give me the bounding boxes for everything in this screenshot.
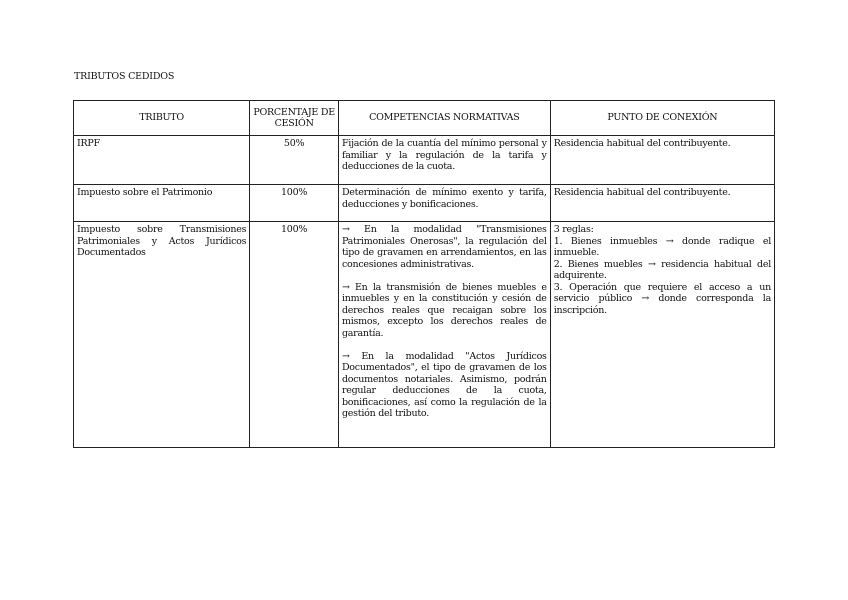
cell-punto-conexion: Residencia habitual del contribuyente. [550,185,774,222]
table-row-irpf [74,136,775,185]
header-competencias: COMPETENCIAS NORMATIVAS [338,101,550,136]
cell-porcentaje: 100% [250,185,339,222]
cell-competencias [338,222,550,448]
cell-competencias: Determinación de mínimo exento y tarifa, deducciones y bonificaciones. [338,185,550,222]
header-tributo: TRIBUTO [74,101,250,136]
cell-tributo: IRPF [74,136,250,185]
competencia-paragraph: → En la transmisión de bienes muebles e inmuebles y en la constitución y cesión de derechos reales que recaigan sobre los mismos, excepto los derechos reales de garantía. [341,281,547,339]
header-punto-conexion: PUNTO DE CONEXIÓN [550,101,774,136]
competencia-paragraph: → En la modalidad "Actos Jurídicos Documentados", el tipo de gravamen de los documentos notariales. Asimismo, podrán regular deducciones de la cuota, bonificaciones, así como la regulación de la gestión del tributo. [341,350,547,419]
header-row [74,101,775,136]
rules-intro: 3 reglas: [553,224,594,235]
cell-punto-conexion [550,222,774,448]
cell-porcentaje: 100% [250,222,339,448]
cell-porcentaje: 50% [250,136,339,185]
cell-punto-conexion: Residencia habitual del contribuyente. [550,136,774,185]
rule-item: 3. Operación que requiere el acceso a un servicio público → donde corresponda la inscripción. [553,281,771,316]
tributos-table [73,100,775,448]
competencia-paragraph: → En la modalidad "Transmisiones Patrimoniales Onerosas", la regulación del tipo de gravamen en arrendamientos, en las concesiones administrativas. [341,224,547,270]
header-porcentaje: PORCENTAJE DE CESIÓN [250,101,339,136]
cell-tributo: Impuesto sobre Transmisiones Patrimoniales y Actos Jurídicos Documentados [74,222,250,448]
cell-tributo: Impuesto sobre el Patrimonio [74,185,250,222]
table-row-itp-ajd [74,222,775,448]
cell-competencias: Fijación de la cuantía del mínimo personal y familiar y la regulación de la tarifa y deducciones de la cuota. [338,136,550,185]
rule-item: 2. Bienes muebles → residencia habitual del adquirente. [553,258,771,281]
table-row-patrimonio [74,185,775,222]
page-title: TRIBUTOS CEDIDOS [74,71,175,82]
rule-item: 1. Bienes inmuebles → donde radique el inmueble. [553,235,771,258]
